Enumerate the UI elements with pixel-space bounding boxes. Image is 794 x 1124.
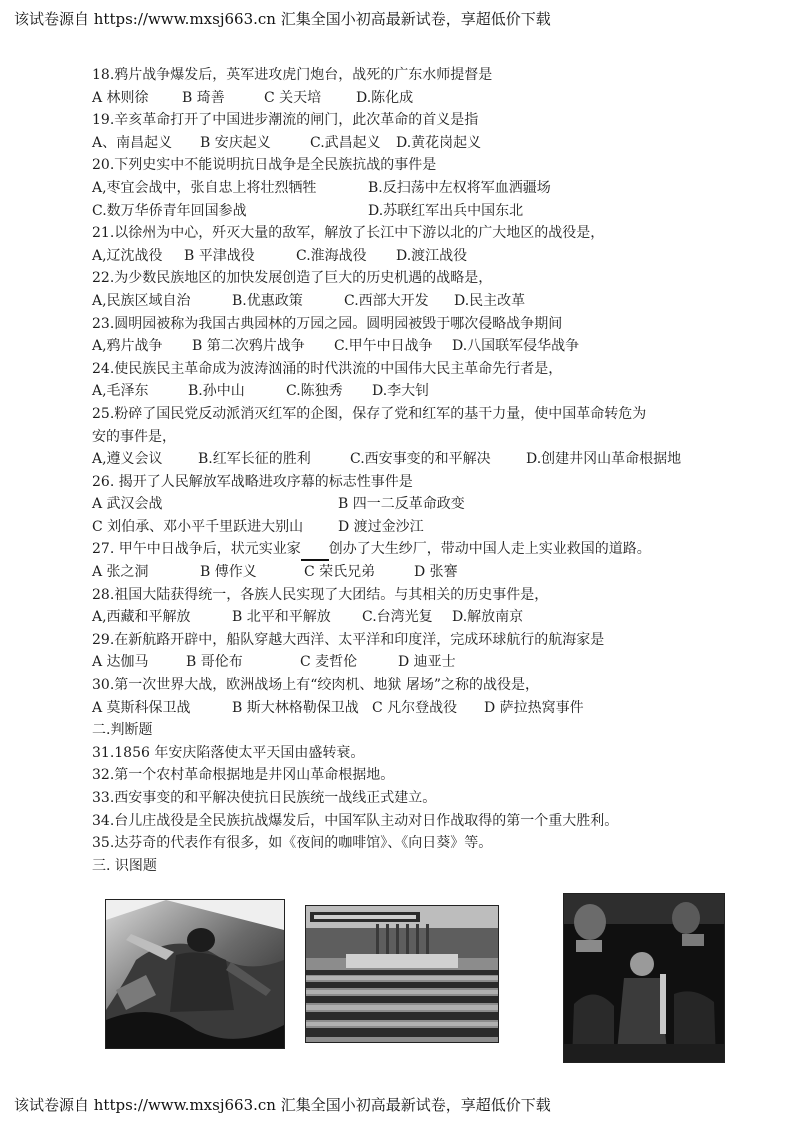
option-a: A,毛泽东 bbox=[92, 383, 149, 400]
answer-blank[interactable] bbox=[301, 545, 329, 561]
option-a: A 达伽马 bbox=[92, 654, 149, 671]
options-row bbox=[92, 380, 692, 403]
question-stem: 19.辛亥革命打开了中国进步潮流的闸门，此次革命的首义是指 bbox=[92, 112, 479, 129]
question-stem: 21.以徐州为中心，歼灭大量的敌军，解放了长江中下游以北的广大地区的战役是， bbox=[92, 225, 605, 242]
option-a: A,鸦片战争 bbox=[92, 338, 163, 355]
option-c: C 荣氏兄弟 bbox=[304, 564, 376, 581]
question-stem: 29.在新航路开辟中，船队穿越大西洋、太平洋和印度洋，完成环球航行的航海家是 bbox=[92, 631, 605, 648]
option-a: A,西藏和平解放 bbox=[92, 609, 191, 626]
option-a: A,枣宜会战中，张自忠上将壮烈牺牲 bbox=[92, 179, 317, 196]
option-c: C.武昌起义 bbox=[310, 134, 381, 151]
question-stem-part: 27. 甲午中日战争后，状元实业家 bbox=[92, 541, 301, 558]
option-d: D 张謇 bbox=[414, 564, 458, 581]
option-d: D.黄花岗起义 bbox=[396, 134, 482, 151]
source-banner-top: 该试卷源自 https://www.mxsj663.cn 汇集全国小初高最新试卷，享超低价下载 bbox=[14, 10, 551, 28]
option-c: C 刘伯承、邓小平千里跃进大别山 bbox=[92, 518, 304, 535]
question-stem bbox=[92, 538, 692, 561]
option-a: A,辽沈战役 bbox=[92, 247, 163, 264]
option-c: C 关天培 bbox=[264, 89, 322, 106]
question-stem: 20.下列史实中不能说明抗日战争是全民族抗战的事件是 bbox=[92, 157, 437, 174]
option-b: B 安庆起义 bbox=[200, 134, 271, 151]
option-c: C.淮海战役 bbox=[296, 247, 367, 264]
question-stem: 23.圆明园被称为我国古典园林的万园之园。圆明园被毁于哪次侵略战争期间 bbox=[92, 315, 563, 332]
exam-content bbox=[92, 64, 692, 877]
option-b: B 斯大林格勒保卫战 bbox=[232, 699, 359, 716]
option-d: D.八国联军侵华战争 bbox=[452, 338, 580, 355]
option-b: B 四一二反革命政变 bbox=[338, 496, 465, 513]
option-a: A、南昌起义 bbox=[92, 134, 173, 151]
option-d: D.李大钊 bbox=[372, 383, 430, 400]
judgement-item: 31.1856 年安庆陷落使太平天国由盛转衰。 bbox=[92, 744, 365, 761]
judgement-item: 34.台儿庄战役是全民族抗战爆发后，中国军队主动对日作战取得的第一个重大胜利。 bbox=[92, 812, 619, 829]
options-row bbox=[92, 290, 692, 313]
option-a: A 张之洞 bbox=[92, 564, 149, 581]
section-title: 三. 识图题 bbox=[92, 857, 157, 874]
question-stem-continued: 安的事件是， bbox=[92, 428, 176, 445]
options-row bbox=[92, 651, 692, 674]
option-c: C.甲午中日战争 bbox=[334, 338, 433, 355]
photo-row bbox=[0, 893, 794, 1073]
option-b: B 哥伦布 bbox=[186, 654, 243, 671]
option-a: A,民族区域自治 bbox=[92, 292, 191, 309]
option-d: D 迪亚士 bbox=[398, 654, 456, 671]
options-row bbox=[92, 245, 692, 268]
option-b: B.优惠政策 bbox=[232, 292, 303, 309]
option-c: C 凡尔登战役 bbox=[372, 699, 458, 716]
option-c: C.台湾光复 bbox=[362, 609, 433, 626]
option-d: D 渡过金沙江 bbox=[338, 518, 424, 535]
options-row bbox=[92, 493, 692, 516]
options-row bbox=[92, 132, 692, 155]
options-row bbox=[92, 448, 692, 471]
option-a: A 林则徐 bbox=[92, 89, 149, 106]
option-d: D.解放南京 bbox=[452, 609, 524, 626]
options-row bbox=[92, 697, 692, 720]
question-stem: 24.使民族民主革命成为波涛汹涌的时代洪流的中国伟大民主革命先行者是， bbox=[92, 360, 563, 377]
question-stem: 28.祖国大陆获得统一，各族人民实现了大团结。与其相关的历史事件是， bbox=[92, 586, 549, 603]
judgement-item: 32.第一个农村革命根据地是井冈山革命根据地。 bbox=[92, 767, 395, 784]
option-b: B 傅作义 bbox=[200, 564, 257, 581]
question-stem: 22.为少数民族地区的加快发展创造了巨大的历史机遇的战略是， bbox=[92, 270, 493, 287]
option-b: B 平津战役 bbox=[184, 247, 255, 264]
question-stem: 26. 揭开了人民解放军战略进攻序幕的标志性事件是 bbox=[92, 473, 413, 490]
option-b: B.孙中山 bbox=[188, 383, 245, 400]
options-row bbox=[92, 606, 692, 629]
history-photo-3 bbox=[563, 893, 725, 1063]
options-row bbox=[92, 200, 692, 223]
option-d: D.民主改革 bbox=[454, 292, 526, 309]
option-b: B 琦善 bbox=[182, 89, 225, 106]
option-d: D.创建井冈山革命根据地 bbox=[526, 451, 682, 468]
option-b: B.红军长征的胜利 bbox=[198, 451, 311, 468]
option-a: A 武汉会战 bbox=[92, 496, 163, 513]
option-d: D.陈化成 bbox=[356, 89, 414, 106]
options-row bbox=[92, 561, 692, 584]
history-photo-1 bbox=[105, 899, 285, 1049]
option-b: B 北平和平解放 bbox=[232, 609, 331, 626]
option-a: A,遵义会议 bbox=[92, 451, 163, 468]
options-row bbox=[92, 335, 692, 358]
option-b: B.反扫荡中左权将军血洒疆场 bbox=[368, 179, 551, 196]
option-a: A 莫斯科保卫战 bbox=[92, 699, 191, 716]
question-stem: 30.第一次世界大战，欧洲战场上有“绞肉机、地狱 屠场”之称的战役是， bbox=[92, 677, 540, 694]
option-c: C.西部大开发 bbox=[344, 292, 429, 309]
option-d: D.苏联红军出兵中国东北 bbox=[368, 202, 524, 219]
option-c: C.西安事变的和平解决 bbox=[350, 451, 491, 468]
options-row bbox=[92, 87, 692, 110]
question-stem: 18.鸦片战争爆发后，英军进攻虎门炮台，战死的广东水师提督是 bbox=[92, 67, 493, 83]
options-row bbox=[92, 177, 692, 200]
question-stem: 25.粉碎了国民党反动派消灭红军的企图，保存了党和红军的基干力量，使中国革命转危为 bbox=[92, 405, 647, 422]
judgement-item: 33.西安事变的和平解决使抗日民族统一战线正式建立。 bbox=[92, 790, 437, 806]
question-stem-part: 创办了大生纱厂，带动中国人走上实业救国的道路。 bbox=[328, 541, 651, 558]
option-d: D 萨拉热窝事件 bbox=[484, 699, 584, 716]
option-d: D.渡江战役 bbox=[396, 247, 468, 264]
option-c: C.陈独秀 bbox=[286, 383, 343, 400]
option-c: C.数万华侨青年回国参战 bbox=[92, 202, 247, 219]
section-title: 二.判断题 bbox=[92, 722, 153, 739]
option-c: C 麦哲伦 bbox=[300, 654, 358, 671]
options-row bbox=[92, 516, 692, 539]
judgement-item: 35.达芬奇的代表作有很多，如《夜间的咖啡馆》、《向日葵》等。 bbox=[92, 835, 493, 852]
history-photo-2 bbox=[305, 905, 499, 1043]
option-b: B 第二次鸦片战争 bbox=[192, 338, 305, 355]
source-banner-bottom: 该试卷源自 https://www.mxsj663.cn 汇集全国小初高最新试卷，享超低价下载 bbox=[14, 1096, 551, 1114]
